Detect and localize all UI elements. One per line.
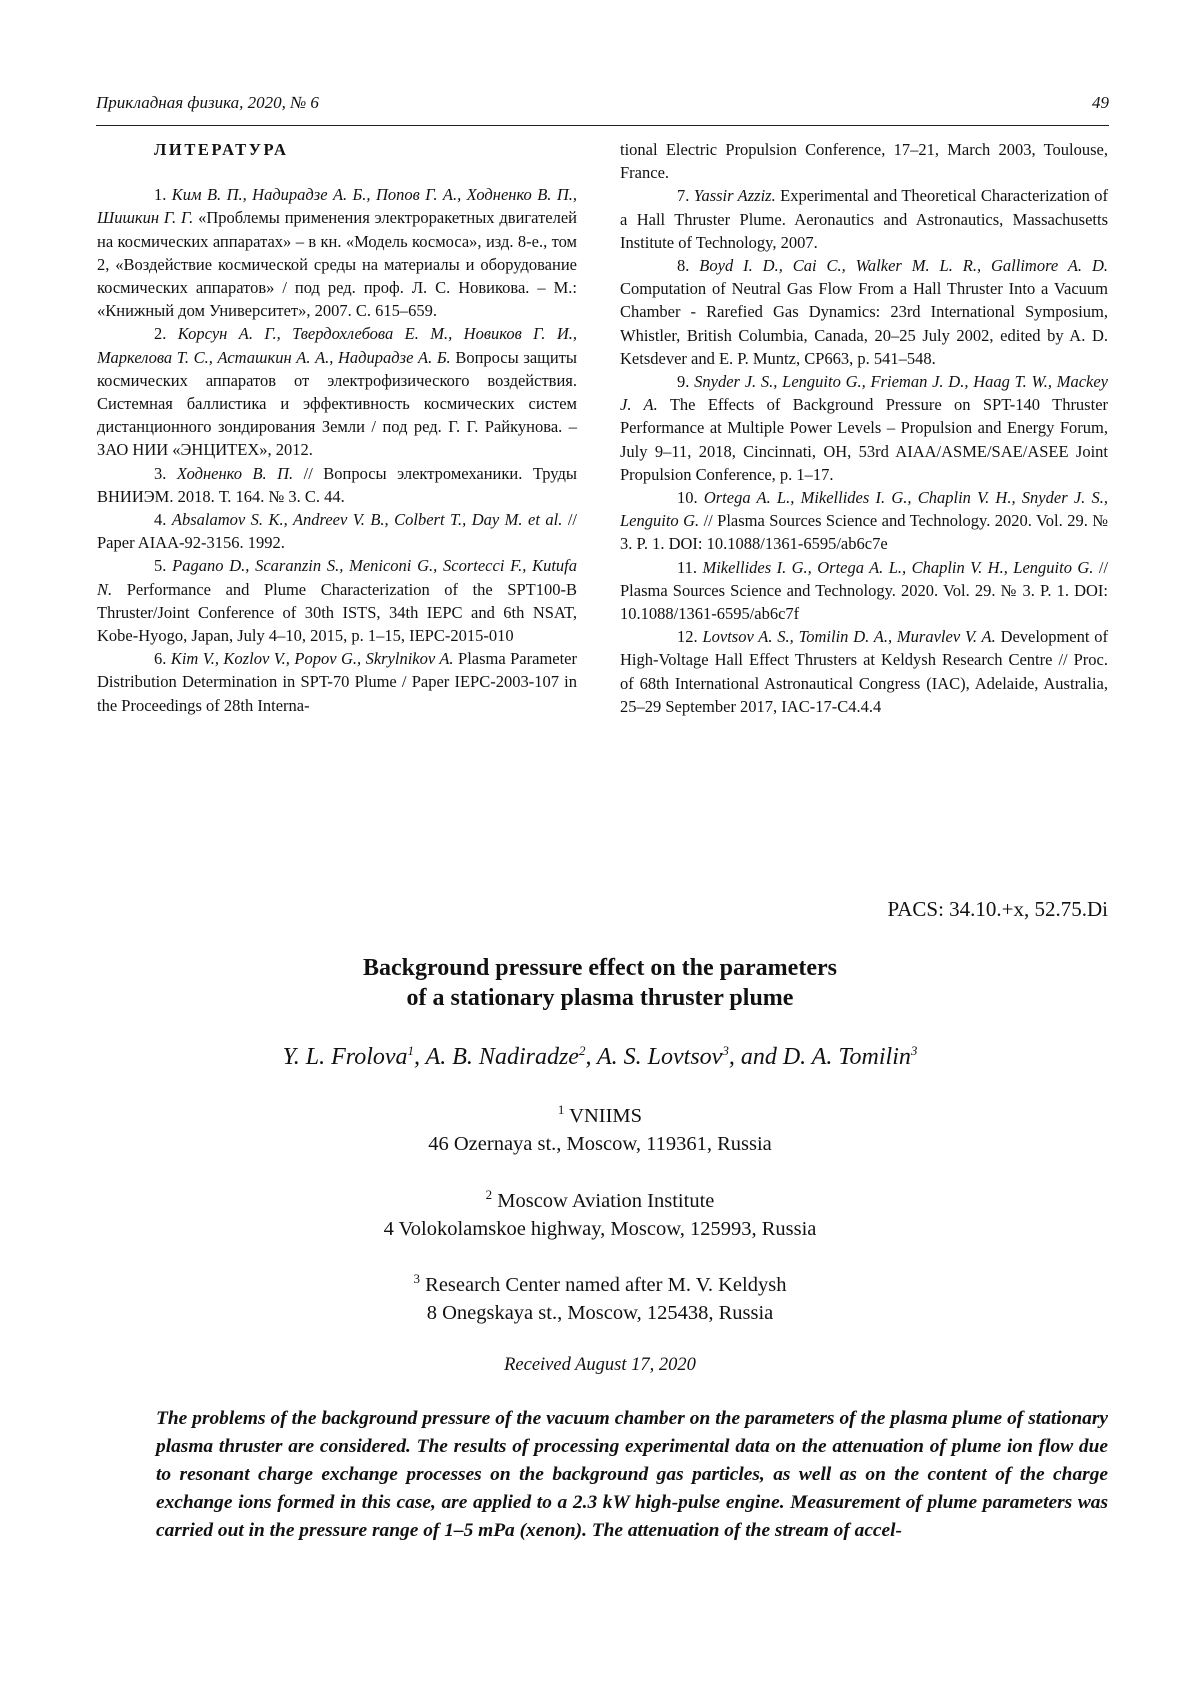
reference-authors: Snyder J. S., Lenguito G., Frieman J. D., Haag T. W., Mackey J. A. [620,372,1108,414]
reference-number: 9. [677,372,689,391]
reference-text: // Вопросы электромеханики. Труды ВНИИЭМ. 2018. Т. 164. № 3. С. 44. [97,464,577,506]
received-date: Received August 17, 2020 [0,1355,1200,1376]
reference-item [620,254,1108,370]
title-line-1: Background pressure effect on the parameters [0,953,1200,983]
reference-text: Performance and Plume Characterization of the SPT100-B Thruster/Joint Conference of 30th ISTS, 34th IEPC and 6th NSAT, Kobe-Hyogo, Japan, July 4–10, 2015, p. 1–15, IEPC-2015-010 [97,580,577,645]
reference-text: The Effects of Background Pressure on SPT-140 Thruster Performance at Multiple Power Levels – Propulsion and Energy Forum, July 9–11, 2018, Cincinnati, OH, 53rd AIAA/ASME/SAE/ASEE Joint Propulsion Conference, p. 1–17. [620,395,1108,484]
affiliation-1 [0,1102,1200,1158]
affiliation-address: 4 Volokolamskoe highway, Moscow, 125993, Russia [0,1215,1200,1243]
pacs-code: PACS: 34.10.+x, 52.75.Di [887,897,1108,922]
author-affiliation-sup: 2 [579,1043,586,1058]
reference-authors: Boyd I. D., Cai C., Walker M. L. R., Gallimore A. D. [699,256,1108,275]
reference-number: 11. [677,558,697,577]
references-right-column [620,138,1108,718]
reference-authors: Lovtsov A. S., Tomilin D. A., Muravlev V. A. [702,627,995,646]
literature-heading: ЛИТЕРАТУРА [154,138,577,161]
reference-continuation: tional Electric Propulsion Conference, 17–21, March 2003, Toulouse, France. [620,138,1108,184]
author-list [0,1044,1200,1071]
affiliation-3 [0,1271,1200,1327]
author-separator: , [414,1044,426,1070]
reference-authors: Mikellides I. G., Ortega A. L., Chaplin V. H., Lenguito G. [702,558,1093,577]
author-name: A. S. Lovtsov [597,1044,722,1070]
reference-item [620,556,1108,626]
reference-text: Experimental and Theoretical Characterization of a Hall Thruster Plume. Aeronautics and Astronautics, Massachusetts Institute of Technology, 2007. [620,186,1108,251]
references-left-column [97,138,577,717]
reference-authors: Ходненко В. П. [177,464,293,483]
author-affiliation-sup: 3 [911,1043,918,1058]
reference-item [620,486,1108,556]
author-affiliation-sup: 1 [408,1043,415,1058]
reference-item [97,508,577,554]
reference-text: // Paper AIAA-92-3156. 1992. [97,510,577,552]
reference-number: 1. [154,185,166,204]
reference-text: Computation of Neutral Gas Flow From a Hall Thruster Into a Vacuum Chamber - Rarefied Gas Dynamics: 23rd International Symposium, Whistler, British Columbia, Canada, 20–25 July 2002, edited by A. D. Ketsdever and E. P. Muntz, CP663, p. 541–548. [620,279,1108,368]
affiliation-sup: 1 [558,1102,565,1117]
reference-item [97,322,577,461]
author-affiliation-sup: 3 [722,1043,729,1058]
reference-authors: Kim V., Kozlov V., Popov G., Skrylnikov A. [171,649,454,668]
article-title [0,953,1200,1013]
reference-number: 3. [154,464,166,483]
reference-authors: Yassir Azziz. [694,186,776,205]
reference-text: Plasma Parameter Distribution Determination in SPT-70 Plume / Paper IEPC-2003-107 in the Proceedings of 28th Interna- [97,649,577,714]
reference-text: // Plasma Sources Science and Technology. 2020. Vol. 29. № 3. P. 1. DOI: 10.1088/1361-6595/ab6c7f [620,558,1108,623]
reference-item [97,647,577,717]
reference-text: // Plasma Sources Science and Technology. 2020. Vol. 29. № 3. P. 1. DOI: 10.1088/1361-6595/ab6c7e [620,511,1108,553]
abstract: The problems of the background pressure of the vacuum chamber on the parameters of the plasma plume of stationary plasma thruster are considered. The results of processing experimental data on the attenuation of plume ion flow due to resonant charge exchange processes on the background gas particles, as well as on the content of the charge exchange ions formed in this case, are applied to a 2.3 kW high-pulse engine. Measurement of plume parameters was carried out in the pressure range of 1–5 mPa (xenon). The attenuation of the stream of accel- [156,1405,1108,1545]
reference-item [620,370,1108,486]
reference-item [620,625,1108,718]
reference-number: 4. [154,510,166,529]
title-line-2: of a stationary plasma thruster plume [0,983,1200,1013]
reference-text: Вопросы защиты космических аппаратов от электрофизического воздействия. Системная баллистика и эффективность космических систем дистанционного зондирования Земли / под ред. Г. Г. Райкунова. – ЗАО НИИ «ЭНЦИТЕХ», 2012. [97,348,577,460]
reference-list-right [620,184,1108,718]
reference-number: 2. [154,324,166,343]
reference-authors: Absalamov S. K., Andreev V. B., Colbert T., Day M. et al. [172,510,563,529]
affiliation-2 [0,1187,1200,1243]
affiliation-org: VNIIMS [569,1105,642,1127]
reference-item [97,462,577,508]
reference-number: 7. [677,186,689,205]
reference-number: 6. [154,649,166,668]
affiliation-sup: 3 [414,1271,421,1286]
reference-number: 12. [677,627,698,646]
author-name: A. B. Nadiradze [426,1044,579,1070]
affiliation-address: 46 Ozernaya st., Moscow, 119361, Russia [0,1130,1200,1158]
reference-list-left [97,183,577,717]
reference-text: «Проблемы применения электроракетных двигателей на космических аппаратах» – в кн. «Модель космоса», изд. 8-е., том 2, «Воздействие космической среды на материалы и оборудование космических аппаратов» / под ред. проф. Л. С. Новикова. – М.: «Книжный дом Университет», 2007. С. 615–659. [97,208,577,320]
reference-item [97,554,577,647]
author-name: Y. L. Frolova [283,1044,408,1070]
reference-text: Development of High-Voltage Hall Effect Thrusters at Keldysh Research Centre // Proc. of 68th International Astronautical Congress (IAC), Adelaide, Australia, 25–29 September 2017, IAC-17-C4.4.4 [620,627,1108,716]
reference-authors: Ким В. П., Надирадзе А. Б., Попов Г. А., Ходненко В. П., Шишкин Г. Г. [97,185,577,227]
reference-number: 10. [677,488,698,507]
reference-authors: Ortega A. L., Mikellides I. G., Chaplin V. H., Snyder J. S., Lenguito G. [620,488,1108,530]
reference-authors: Корсун А. Г., Твердохлебова Е. М., Новиков Г. И., Маркелова Т. С., Асташкин А. А., Надирадзе А. Б. [97,324,577,366]
header-divider [96,125,1109,126]
reference-number: 8. [677,256,689,275]
affiliation-org: Research Center named after M. V. Keldysh [425,1274,786,1296]
affiliation-sup: 2 [486,1187,493,1202]
affiliation-org: Moscow Aviation Institute [497,1190,714,1212]
reference-item [620,184,1108,254]
reference-number: 5. [154,556,166,575]
reference-authors: Pagano D., Scaranzin S., Meniconi G., Scortecci F., Kutufa N. [97,556,577,598]
author-name: D. A. Tomilin [783,1044,911,1070]
author-separator: , and [729,1044,783,1070]
affiliation-address: 8 Onegskaya st., Moscow, 125438, Russia [0,1299,1200,1327]
reference-item [97,183,577,322]
author-separator: , [585,1044,597,1070]
journal-header: Прикладная физика, 2020, № 6 [96,93,319,113]
page-number: 49 [1092,93,1109,113]
